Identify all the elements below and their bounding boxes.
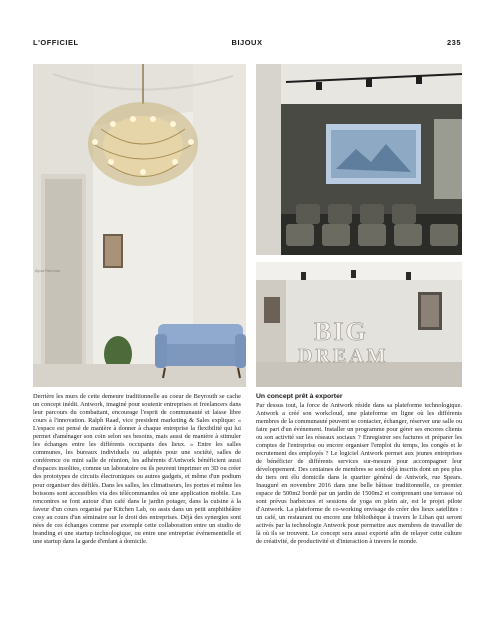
photo-coworking-room	[256, 64, 462, 255]
article-left-column	[33, 393, 241, 546]
photo-chandelier-lounge	[33, 64, 246, 387]
article-subheading: Un concept prêt à exporter	[256, 393, 343, 400]
big-dream-illustration	[256, 262, 462, 387]
magazine-name: L'OFFICIEL	[33, 38, 79, 47]
coworking-room-illustration	[256, 64, 462, 255]
sign-line-big: BIG	[314, 317, 368, 346]
article-right-paragraph: Par dessus tout, la force de Antwork réside dans sa plateforme technologique. Antwork a créé son workcloud, une plateforme en ligne où les différents membres de la communauté peuvent se contacter, échanger, réserver une salle ou faire part d'un événement. Installer un programme pour gérer ses encores clients ou son activité sur les réseaux sociaux ? Enregistrer ses factures et préparer les comptes de l'entreprise ou encore organiser l'emploi du temps, les congés et le recrutement des employés ? Le logiciel Antwork permet aux jeunes entreprises de bénéficier de différents services sur-mesure pour accompagner leur développement. Des centaines de membres se sont déjà inscrits dont un peu plus du tiers ont élu domicile dans le quartier général de Antwork, rue Spears. Inauguré en novembre 2016 dans une belle bâtisse traditionnelle, ce premier espace de 500m2 bordé par un jardin de 1500m2 et comprenant une terrasse où sont prévus barbecues et sessions de yoga en plein air, est le projet pilote d'Antwork. La plateforme de co-working envisage de créer des lieux satellites : un café, un restaurant ou encore une bibliothèque à travers le Liban qui seront activés par la technologie Antwork pour permettre aux membres de travailler de là où ils se trouvent. Le concept sera aussi exporté afin de relayer cette culture de créativité, de productivité et d'interaction à travers le monde.	[256, 401, 462, 546]
photo-credit: Ayna Rahman	[35, 268, 61, 273]
article-right-column	[256, 393, 462, 546]
sign-line-dream: DREAM	[298, 345, 389, 367]
page-number: 235	[446, 38, 461, 47]
article-left-paragraph: Derrière les murs de cette demeure traditionnelle au coeur de Beyrouth se cache un concept inédit. Antwork, imaginé pour soutenir entreprises et freelancers dans leur parcours du combattant, encourage l'esprit de communauté et laisse libre cours à l'innovation. Ralph Raad, vice president marketing & Sales explique: « L'espace est pensé de manière à donner à chaque entreprise la flexibilité qui lui permet d'aménager son coin selon ses besoins, mais aussi de manière à stimuler les échanges entre les différents occupants des lieux. » Entre les salles communes, les bureaux individuels ou adaptés pour une société, salles de conférence ou mini salle de réunion, les adhérents d'Antwork bénéficient aussi d'espaces insolites, comme un laboratoire ou ils peuvent imprimer en 3D ou créer des prototypes de circuits électroniques ou autres gadgets, et même d'un podium pour organiser des défilés. Dans les salles, les climatiseurs, les portes et même les boissons sont accessibles via des télécommandes où une application mobile. Les rencontres se font autour d'un café dans le jardin potager, dans la cuisine à la faveur d'un cours organisé par Kitchen Lab, ou assis dans un petit amphithéâtre cosy au cours d'un séminaire sur le droit des entreprises. Déjà des synergies sont nées de ces échanges comme par exemple cette collaboration entre un studio de branding et une startup technologique, ou entre une entreprise événementielle et une startup dans la garde d'enfant à domicile.	[33, 393, 241, 545]
running-header	[33, 38, 461, 50]
section-name: BIJOUX	[231, 38, 263, 47]
chandelier-lounge-illustration	[33, 64, 246, 387]
photo-big-dream-sign	[256, 262, 462, 387]
